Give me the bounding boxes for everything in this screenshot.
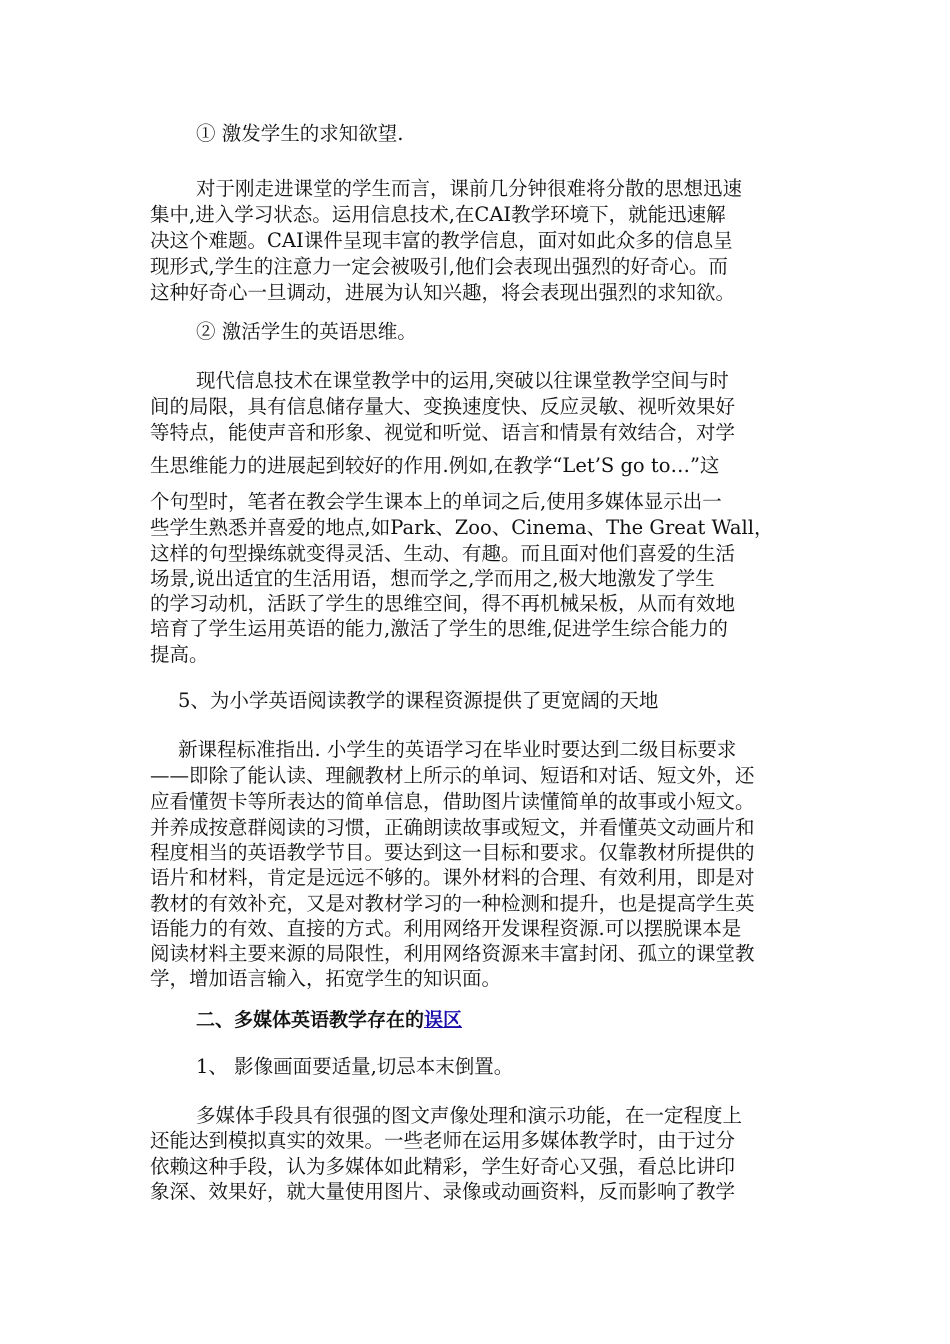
text-line: 新课程标准指出. 小学生的英语学习在毕业时要达到二级目标要求 [178, 738, 737, 761]
text-line: 个句型时，笔者在教会学生课本上的单词之后,使用多媒体显示出一 [150, 490, 722, 513]
text-line: 生思维能力的进展起到较好的作用.例如,在教学“Let’S go to…”这 [150, 454, 720, 477]
section-heading-text: 二、多媒体英语教学存在的 [196, 1009, 425, 1031]
text-line: ——即除了能认读、理觎教材上所示的单词、短语和对话、短文外，还 [150, 764, 755, 787]
heading-link[interactable]: 误区 [424, 1009, 463, 1031]
text-line: 语片和材料，肯定是远远不够的。课外材料的合理、有效利用，即是对 [150, 866, 755, 889]
text-line: 场景,说出适宜的生活用语，想而学之,学而用之,极大地激发了学生 [150, 567, 715, 590]
text-line: 并养成按意群阅读的习惯，正确朗读故事或短文，并看懂英文动画片和 [150, 816, 755, 839]
text-line: 这种好奇心一旦调动，进展为认知兴趣，将会表现出强烈的求知欲。 [150, 281, 736, 304]
section-5-heading: 5、为小学英语阅读教学的课程资源提供了更宽阔的天地 [178, 689, 659, 712]
text-line: 间的局限，具有信息储存量大、变换速度快、反应灵敏、视听效果好 [150, 395, 736, 418]
text-line: 现形式,学生的注意力一定会被吸引,他们会表现出强烈的好奇心。而 [150, 255, 728, 278]
text-line: 象深、效果好，就大量使用图片、录像或动画资料，反而影响了教学 [150, 1180, 736, 1203]
text-line: 现代信息技术在课堂教学中的运用,突破以往课堂教学空间与时 [196, 369, 729, 392]
text-line: 语能力的有效、直接的方式。利用网络开发课程资源.可以摆脱课本是 [150, 917, 742, 940]
text-line: 这样的句型操练就变得灵活、生动、有趣。而且面对他们喜爱的生活 [150, 542, 736, 565]
text-line: 教材的有效补充，又是对教材学习的一种检测和提升，也是提高学生英 [150, 892, 755, 915]
text-line: 培育了学生运用英语的能力,激活了学生的思维,促进学生综合能力的 [150, 617, 728, 640]
text-line: 对于刚走进课堂的学生而言，课前几分钟很难将分散的思想迅速 [196, 177, 743, 200]
text-line: 提高。 [150, 643, 209, 666]
text-line: 还能达到模拟真实的效果。一些老师在运用多媒体教学时，由于过分 [150, 1129, 736, 1152]
text-line: 等特点，能使声音和形象、视觉和听觉、语言和情景有效结合，对学 [150, 421, 736, 444]
text-line: 的学习动机，活跃了学生的思维空间，得不再机械呆板，从而有效地 [150, 592, 736, 615]
text-line: 依赖这种手段，认为多媒体如此精彩，学生好奇心又强，看总比讲印 [150, 1155, 736, 1178]
text-line: 应看懂贺卡等所表达的简单信息，借助图片读懂简单的故事或小短文。 [150, 790, 755, 813]
text-line: 多媒体手段具有很强的图文声像处理和演示功能，在一定程度上 [196, 1104, 743, 1127]
text-line: 些学生熟悉并喜爱的地点,如Park、Zoo、Cinema、The Great Wall， [150, 516, 774, 539]
section-heading [196, 1007, 836, 1033]
text-line: 学，增加语言输入，拓宽学生的知识面。 [150, 967, 502, 990]
text-line: 集中,进入学习状态。运用信息技术,在CAI教学环境下，就能迅速解 [150, 203, 726, 226]
text-line: 程度相当的英语教学节目。要达到这一目标和要求。仅靠教材所提供的 [150, 841, 755, 864]
text-line: 阅读材料主要来源的局限性，利用网络资源来丰富封闭、孤立的课堂教 [150, 942, 755, 965]
subpoint-heading: 1、 影像画面要适量,切忌本末倒置。 [196, 1055, 514, 1078]
subpoint-2-heading: ② 激活学生的英语思维。 [196, 320, 417, 343]
text-line: 决这个难题。CAI课件呈现丰富的教学信息，面对如此众多的信息呈 [150, 229, 733, 252]
subpoint-1-heading: ① 激发学生的求知欲望. [196, 122, 404, 145]
